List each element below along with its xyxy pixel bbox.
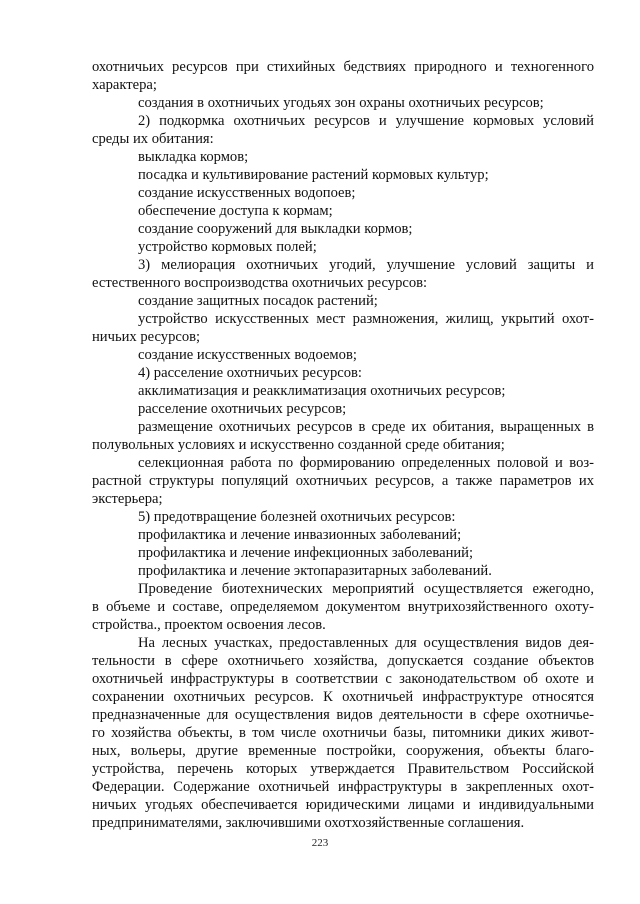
text-line: создание искусственных водоемов; <box>138 347 357 363</box>
text-line: го хозяйства объекты, в том числе охотничьи базы, питомники диких живот- <box>92 725 594 741</box>
text-line: На лесных участках, предоставленных для осуществления видов дея- <box>138 635 594 651</box>
text-line: Федерации. Содержание охотничьей инфраструктуры в закрепленных охот- <box>92 779 594 795</box>
text-line: экстерьера; <box>92 491 163 507</box>
text-line: устройство искусственных мест размножения, жилищ, укрытий охот- <box>138 311 594 327</box>
text-line: селекционная работа по формированию определенных половой и воз- <box>138 455 594 471</box>
text-line: предназначенные для осуществления видов деятельности в сфере охотничье- <box>92 707 594 723</box>
text-line: 4) расселение охотничьих ресурсов: <box>138 365 362 381</box>
text-line: создание защитных посадок растений; <box>138 293 378 309</box>
text-line: создания в охотничьих угодьях зон охраны охотничьих ресурсов; <box>138 95 544 111</box>
text-line: обеспечение доступа к кормам; <box>138 203 333 219</box>
text-line: стройства., проектом освоения лесов. <box>92 617 326 633</box>
text-line: создание сооружений для выкладки кормов; <box>138 221 413 237</box>
text-line: выкладка кормов; <box>138 149 249 165</box>
text-line: 3) мелиорация охотничьих угодий, улучшение условий защиты и <box>138 257 594 273</box>
text-line: охотничьих ресурсов при стихийных бедствиях природного и техногенного <box>92 59 594 75</box>
text-line: создание искусственных водопоев; <box>138 185 356 201</box>
text-line: предпринимателями, заключившими охотхозяйственные соглашения. <box>92 815 525 831</box>
text-line: Проведение биотехнических мероприятий осуществляется ежегодно, <box>138 581 594 597</box>
text-line: растной структуры популяций охотничьих ресурсов, а также параметров их <box>92 473 594 489</box>
text-line: сохранении охотничьих ресурсов. К охотничьей инфраструктуре относятся <box>92 689 594 705</box>
text-line: профилактика и лечение эктопаразитарных заболеваний. <box>138 563 492 579</box>
text-line: ничьих ресурсов; <box>92 329 201 345</box>
text-line: размещение охотничьих ресурсов в среде их обитания, выращенных в <box>138 419 594 435</box>
page-number: 223 <box>311 837 329 849</box>
text-line: акклиматизация и реакклиматизация охотничьих ресурсов; <box>138 383 506 399</box>
text-line: ничьих угодьях обеспечивается юридическими лицами и индивидуальными <box>92 797 594 813</box>
text-line: устройство кормовых полей; <box>138 239 317 255</box>
text-line: устройства, перечень которых утверждается Правительством Российской <box>92 761 594 777</box>
text-line: естественного воспроизводства охотничьих ресурсов: <box>92 275 428 291</box>
text-line: расселение охотничьих ресурсов; <box>138 401 347 417</box>
text-line: среды их обитания: <box>92 131 214 147</box>
text-line: посадка и культивирование растений кормовых культур; <box>138 167 489 183</box>
page-body <box>92 58 594 832</box>
text-line: профилактика и лечение инвазионных заболеваний; <box>138 527 462 543</box>
text-line: 5) предотвращение болезней охотничьих ресурсов: <box>138 509 456 525</box>
text-line: полувольных условиях и искусственно созданной среде обитания; <box>92 437 505 453</box>
text-line: ных, вольеры, другие временные постройки, сооружения, объекты благо- <box>92 743 594 759</box>
text-line: профилактика и лечение инфекционных заболеваний; <box>138 545 474 561</box>
text-line: в объеме и составе, определяемом документом внутрихозяйственного охоту- <box>92 599 594 615</box>
text-line: тельности в сфере охотничьего хозяйства, допускается создание объектов <box>92 653 594 669</box>
text-line: 2) подкормка охотничьих ресурсов и улучшение кормовых условий <box>138 113 594 129</box>
text-line: характера; <box>92 77 157 93</box>
text-line: охотничьей инфраструктуры в соответствии с законодательством об охоте и <box>92 671 594 687</box>
